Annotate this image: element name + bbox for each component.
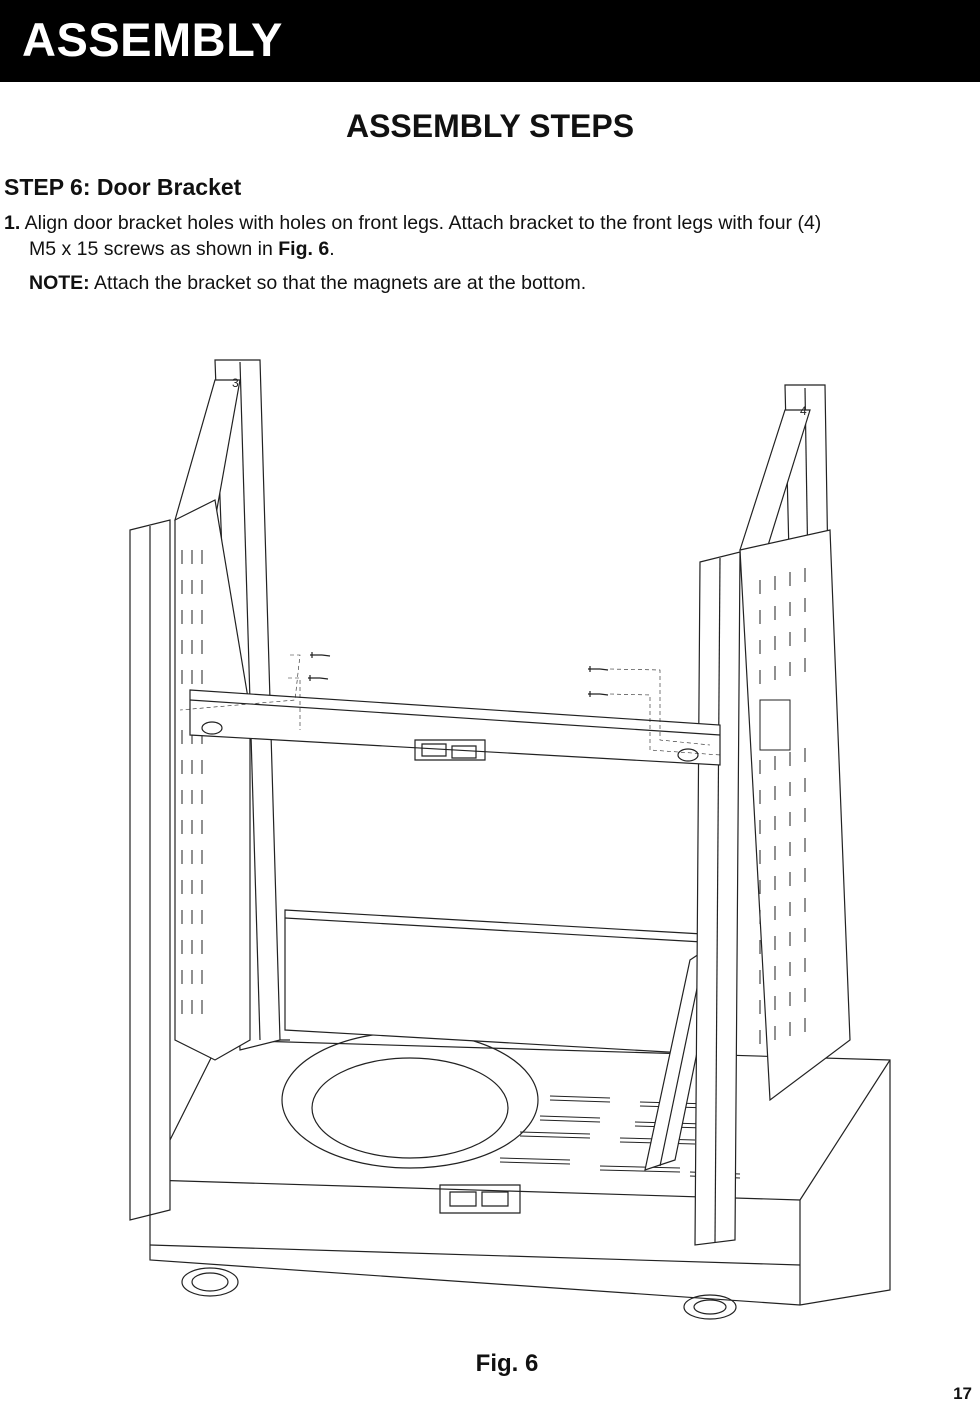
step-text-3: . — [329, 238, 335, 260]
header-band — [0, 0, 980, 82]
leg-label-4: 4 — [800, 404, 807, 418]
step-text-2: M5 x 15 screws as shown in — [29, 238, 279, 260]
step-instruction — [4, 210, 974, 262]
note-text: Attach the bracket so that the magnets are at the bottom. — [89, 272, 587, 294]
assembly-diagram — [120, 340, 920, 1340]
figure-caption: Fig. 6 — [475, 1350, 539, 1377]
screw-top-right — [588, 666, 608, 672]
header-title: ASSEMBLY — [22, 13, 283, 66]
section-title: ASSEMBLY STEPS — [345, 108, 635, 144]
wheel-left — [182, 1268, 238, 1296]
leg-label-3: 3 — [232, 376, 239, 390]
screw-top-left — [310, 652, 330, 658]
step-number: 1. — [4, 212, 21, 234]
figure-reference: Fig. 6 — [278, 238, 330, 260]
rear-panel — [285, 910, 720, 1055]
screw-bottom-left — [308, 675, 328, 681]
note-label: NOTE: — [29, 272, 90, 294]
step-note — [29, 270, 586, 296]
step-text-1: Align door bracket holes with holes on front legs. Attach bracket to the front legs with four (4) — [24, 212, 822, 234]
screw-bottom-right — [588, 691, 608, 697]
step-title: STEP 6: Door Bracket — [4, 174, 242, 200]
page-number: 17 — [953, 1384, 972, 1403]
